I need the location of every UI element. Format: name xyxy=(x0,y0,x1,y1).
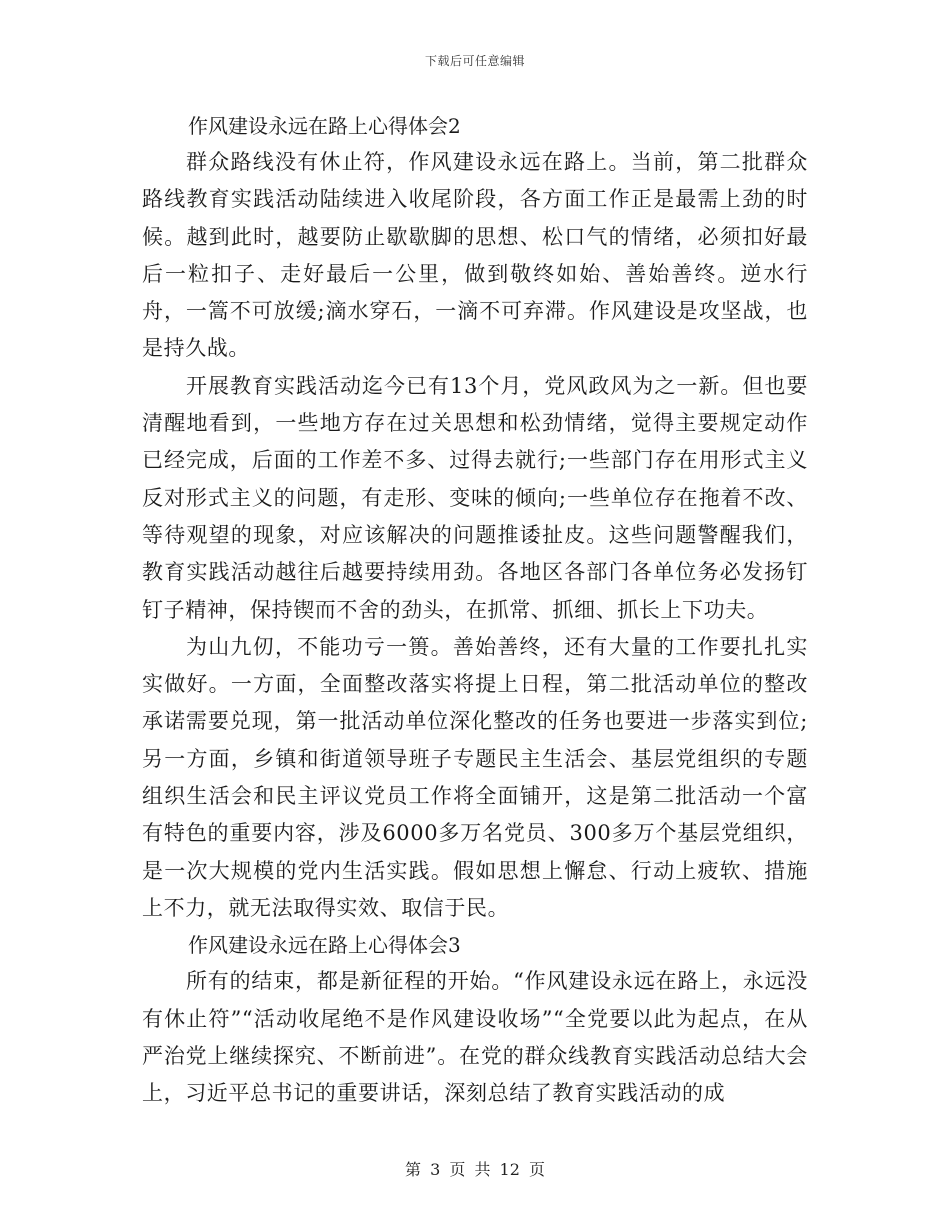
document-body xyxy=(142,108,808,1112)
paragraph: 群众路线没有休止符，作风建设永远在路上。当前，第二批群众路线教育实践活动陆续进入收尾阶段，各方面工作正是最需上劲的时候。越到此时，越要防止歇歇脚的思想、松口气的情绪，必须扣好最后一粒扣子、走好最后一公里，做到敬终如始、善始善终。逆水行舟，一篙不可放缓;滴水穿石，一滴不可弃滞。作风建设是攻坚战，也是持久战。 xyxy=(142,150,808,361)
section-subtitle: 作风建设永远在路上心得体会3 xyxy=(188,933,461,958)
paragraph: 开展教育实践活动迄今已有13个月，党风政风为之一新。但也要清醒地看到，一些地方存在过关思想和松劲情绪，觉得主要规定动作已经完成，后面的工作差不多、过得去就行;一些部门存在用形式主义反对形式主义的问题，有走形、变味的倾向;一些单位存在拖着不改、等待观望的现象，对应该解决的问题推诿扯皮。这些问题警醒我们，教育实践活动越往后越要持续用劲。各地区各部门各单位务必发扬钉钉子精神，保持锲而不舍的劲头，在抓常、抓细、抓长上下功夫。 xyxy=(142,373,808,622)
paragraph: 为山九仞，不能功亏一篑。善始善终，还有大量的工作要扎扎实实做好。一方面，全面整改落实将提上日程，第二批活动单位的整改承诺需要兑现，第一批活动单位深化整改的任务也要进一步落实到位;另一方面，乡镇和街道领导班子专题民主生活会、基层党组织的专题组织生活会和民主评议党员工作将全面铺开，这是第二批活动一个富有特色的重要内容，涉及6000多万名党员、300多万个基层党组织，是一次大规模的党内生活实践。假如思想上懈怠、行动上疲软、措施上不力，就无法取得实效、取信于民。 xyxy=(142,634,808,920)
page-footer: 第 3 页 共 12 页 xyxy=(405,1160,545,1179)
paragraph: 所有的结束，都是新征程的开始。“作风建设永远在路上，永远没有休止符”“活动收尾绝不是作风建设收场”“全党要以此为起点，在从严治党上继续探究、不断前进”。在党的群众线教育实践活动总结大会上，习近平总书记的重要讲话，深刻总结了教育实践活动的成 xyxy=(142,969,808,1106)
page-header: 下载后可任意编辑 xyxy=(424,54,525,68)
section-subtitle: 作风建设永远在路上心得体会2 xyxy=(188,114,461,138)
